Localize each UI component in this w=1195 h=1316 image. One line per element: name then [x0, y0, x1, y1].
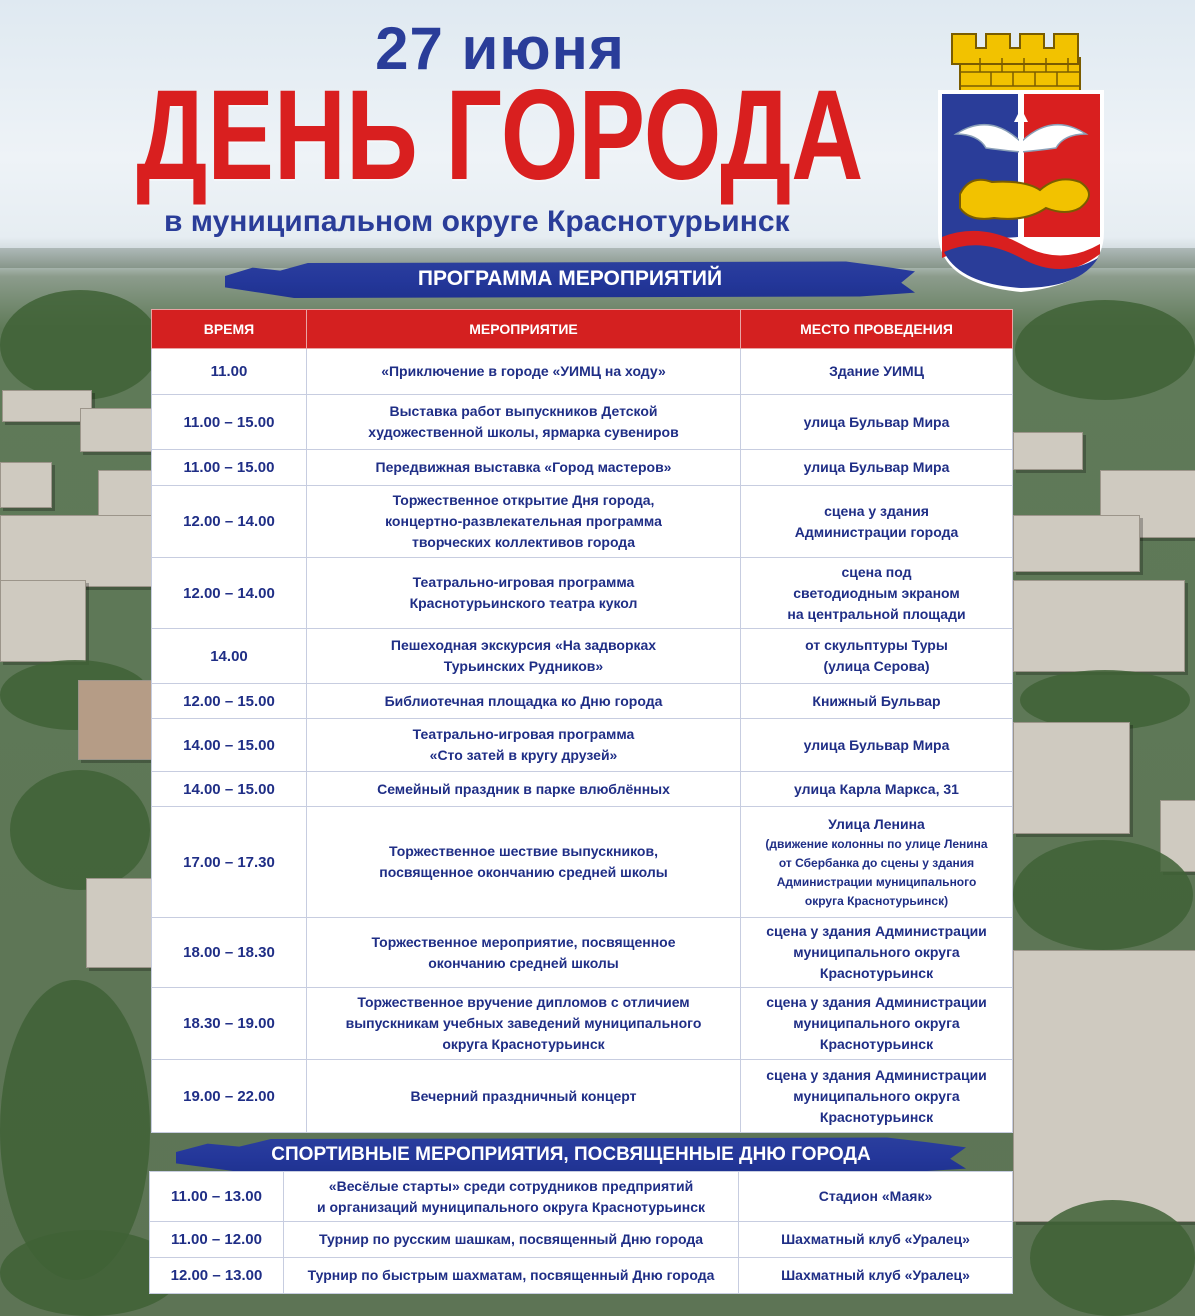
event-line: Торжественное открытие Дня города, — [392, 492, 655, 508]
event-cell — [307, 349, 741, 395]
event-line: творческих коллективов города — [412, 534, 635, 550]
place-note-line: (движение колонны по улице Ленина — [765, 836, 988, 851]
event-cell — [307, 558, 741, 629]
place-cell — [741, 719, 1013, 772]
place-cell — [741, 1060, 1013, 1133]
event-line: «Весёлые старты» среди сотрудников предприятий — [328, 1177, 694, 1194]
time-cell: 11.00 – 15.00 — [152, 395, 307, 450]
event-line: «Сто затей в кругу друзей» — [429, 747, 618, 763]
place-line: Стадион «Маяк» — [818, 1188, 933, 1204]
event-line: Семейный праздник в парке влюблённых — [377, 780, 670, 797]
place-cell — [741, 558, 1013, 629]
table-row — [152, 719, 1013, 772]
time-cell: 12.00 – 15.00 — [152, 684, 307, 719]
place-cell — [741, 988, 1013, 1060]
time-cell: 12.00 – 14.00 — [152, 486, 307, 558]
column-header-event: МЕРОПРИЯТИЕ — [307, 310, 741, 349]
place-line: улица Бульвар Мира — [803, 413, 950, 430]
place-line: муниципального округа — [793, 1015, 960, 1031]
table-row — [152, 918, 1013, 988]
event-line: Выставка работ выпускников Детской — [389, 403, 658, 419]
place-line: сцена под — [841, 563, 912, 580]
sport-table — [149, 1171, 1013, 1294]
program-table — [151, 309, 1013, 1133]
place-line: сцена у здания Администрации — [766, 1066, 987, 1083]
place-line: муниципального округа — [793, 944, 960, 960]
event-cell — [307, 395, 741, 450]
time-cell: 14.00 – 15.00 — [152, 772, 307, 807]
table-row — [152, 349, 1013, 395]
place-cell — [739, 1258, 1013, 1294]
event-line: Турнир по быстрым шахматам, посвященный Дню города — [307, 1267, 715, 1283]
event-cell — [284, 1172, 739, 1222]
time-cell: 11.00 — [152, 349, 307, 395]
place-line: светодиодным экраном — [793, 584, 960, 601]
event-cell — [284, 1222, 739, 1258]
time-cell: 11.00 – 13.00 — [150, 1172, 284, 1222]
event-line: Вечерний праздничный концерт — [410, 1087, 637, 1104]
table-row — [152, 772, 1013, 807]
place-cell — [739, 1172, 1013, 1222]
place-line: Шахматный клуб «Уралец» — [781, 1231, 970, 1247]
event-cell — [284, 1258, 739, 1294]
page-subtitle: в муниципальном округе Краснотурьинск — [164, 205, 790, 238]
event-cell — [307, 486, 741, 558]
table-row — [152, 629, 1013, 684]
place-cell — [739, 1222, 1013, 1258]
event-line: Театрально-игровая программа — [412, 726, 635, 742]
place-cell — [741, 395, 1013, 450]
place-cell — [741, 629, 1013, 684]
place-line: Краснотурьинск — [819, 965, 934, 981]
column-header-time: ВРЕМЯ — [152, 310, 307, 349]
column-header-place: МЕСТО ПРОВЕДЕНИЯ — [741, 310, 1013, 349]
event-cell — [307, 988, 741, 1060]
place-cell — [741, 772, 1013, 807]
place-cell — [741, 450, 1013, 486]
event-line: округа Краснотурьинск — [442, 1036, 605, 1052]
table-row — [150, 1172, 1013, 1222]
time-cell: 11.00 – 15.00 — [152, 450, 307, 486]
event-line: художественной школы, ярмарка сувениров — [368, 424, 679, 440]
place-line: Здание УИМЦ — [829, 363, 924, 379]
place-line: от скульптуры Туры — [805, 637, 948, 653]
event-cell — [307, 629, 741, 684]
time-cell: 19.00 – 22.00 — [152, 1060, 307, 1133]
table-row — [152, 395, 1013, 450]
event-line: «Приключение в городе «УИМЦ на ходу» — [381, 363, 666, 379]
table-row — [152, 807, 1013, 918]
table-row — [152, 988, 1013, 1060]
event-line: Турнир по русским шашкам, посвященный Дню города — [318, 1231, 704, 1247]
event-line: окончанию средней школы — [428, 954, 619, 971]
time-cell: 12.00 – 13.00 — [150, 1258, 284, 1294]
sport-banner-label: СПОРТИВНЫЕ МЕРОПРИЯТИЯ, ПОСВЯЩЕННЫЕ ДНЮ ГОРОДА — [271, 1144, 871, 1165]
table-row — [150, 1258, 1013, 1294]
place-line: Администрации города — [794, 523, 959, 540]
event-cell — [307, 1060, 741, 1133]
time-cell: 11.00 – 12.00 — [150, 1222, 284, 1258]
event-cell — [307, 450, 741, 486]
event-line: Торжественное вручение дипломов с отличием — [357, 994, 690, 1010]
place-note-line: округа Краснотурьинск) — [804, 893, 949, 908]
place-line: сцена у здания — [824, 502, 929, 519]
time-cell: 17.00 – 17.30 — [152, 807, 307, 918]
event-line: Театрально-игровая программа — [412, 574, 635, 590]
place-note-line: Администрации муниципального — [776, 874, 977, 889]
event-cell — [307, 684, 741, 719]
event-cell — [307, 772, 741, 807]
event-line: Пешеходная экскурсия «На задворках — [390, 637, 657, 653]
place-note-line: от Сбербанка до сцены у здания — [778, 855, 975, 870]
event-line: выпускникам учебных заведений муниципального — [345, 1015, 702, 1031]
program-banner — [225, 260, 915, 298]
place-line: (улица Серова) — [823, 658, 930, 674]
sport-banner — [176, 1136, 966, 1174]
place-line: на центральной площади — [787, 605, 966, 622]
place-line: муниципального округа — [793, 1087, 960, 1104]
event-line: Турьинских Рудников» — [443, 658, 604, 674]
time-cell: 14.00 — [152, 629, 307, 684]
time-cell: 12.00 – 14.00 — [152, 558, 307, 629]
table-row — [152, 1060, 1013, 1133]
place-cell — [741, 807, 1013, 918]
time-cell: 14.00 – 15.00 — [152, 719, 307, 772]
place-line: улица Карла Маркса, 31 — [794, 780, 959, 797]
place-line: Краснотурьинск — [819, 1036, 934, 1052]
event-line: Библиотечная площадка ко Дню города — [384, 692, 663, 709]
time-cell: 18.00 – 18.30 — [152, 918, 307, 988]
table-row — [152, 684, 1013, 719]
table-row — [152, 450, 1013, 486]
event-cell — [307, 918, 741, 988]
event-date: 27 июня — [375, 15, 625, 82]
place-line: улица Бульвар Мира — [803, 736, 950, 753]
place-line: сцена у здания Администрации — [766, 923, 987, 939]
page-title: ДЕНЬ ГОРОДА — [136, 64, 864, 207]
place-line: Книжный Бульвар — [812, 692, 941, 709]
place-cell — [741, 349, 1013, 395]
table-header-row — [152, 310, 1013, 349]
event-line: Торжественное мероприятие, посвященное — [371, 933, 676, 950]
coat-of-arms-icon — [930, 22, 1112, 294]
table-row — [150, 1222, 1013, 1258]
event-cell — [307, 719, 741, 772]
table-row — [152, 558, 1013, 629]
place-cell — [741, 486, 1013, 558]
event-cell — [307, 807, 741, 918]
event-line: Передвижная выставка «Город мастеров» — [375, 459, 672, 475]
time-cell: 18.30 – 19.00 — [152, 988, 307, 1060]
place-line: Улица Ленина — [828, 815, 925, 832]
event-line: и организаций муниципального округа Краснотурьинск — [317, 1198, 705, 1215]
place-line: Краснотурьинск — [819, 1108, 934, 1125]
place-cell — [741, 684, 1013, 719]
table-row — [152, 486, 1013, 558]
place-line: сцена у здания Администрации — [766, 994, 987, 1010]
event-line: посвященное окончанию средней школы — [379, 864, 668, 880]
event-line: Краснотурьинского театра кукол — [409, 595, 638, 611]
event-line: Торжественное шествие выпускников, — [389, 843, 658, 859]
place-cell — [741, 918, 1013, 988]
program-banner-label: ПРОГРАММА МЕРОПРИЯТИЙ — [417, 267, 723, 290]
event-line: концертно-развлекательная программа — [385, 513, 662, 529]
place-line: улица Бульвар Мира — [803, 459, 950, 475]
place-line: Шахматный клуб «Уралец» — [781, 1267, 970, 1283]
